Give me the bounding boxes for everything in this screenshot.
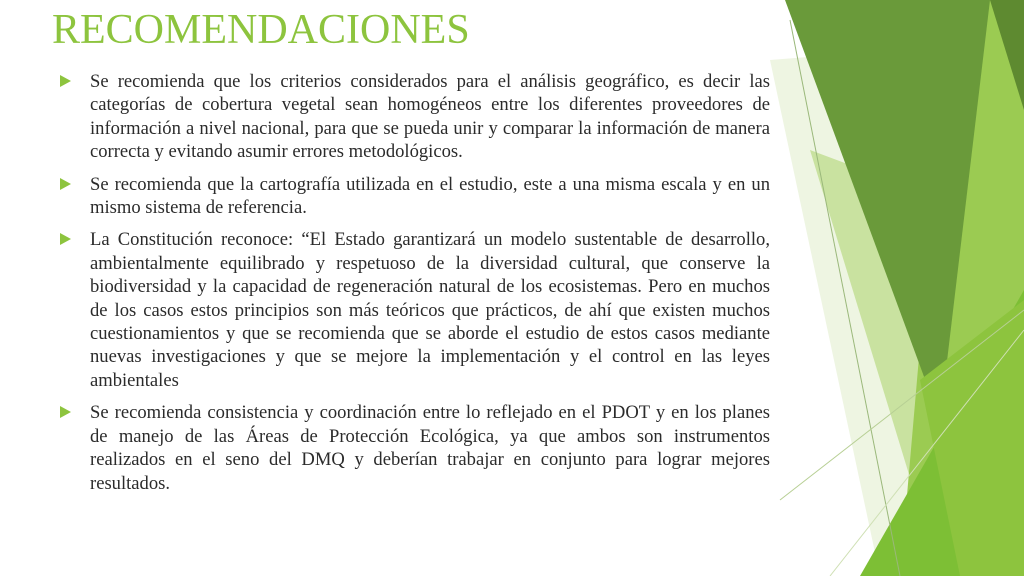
bullet-text: Se recomienda que la cartografía utilizada en el estudio, este a una misma escala y en un mismo sistema de referencia.: [90, 173, 770, 219]
bullet-text: La Constitución reconoce: “El Estado garantizará un modelo sustentable de desarrollo, ambientalmente equilibrado y respetuoso de la diversidad cultural, que conserve la biodiversidad y la capacidad de regeneración natural de los ecosistemas. Pero en muchos de los casos estos principios son más teóricos que prácticos, de ahí que existen muchos cuestionamientos y que se recomienda que se aborde el estudio de estos casos mediante nuevas investigaciones y que se mejore la implementación y el control en las leyes ambientales: [90, 229, 770, 391]
bullet-text: Se recomienda consistencia y coordinación entre lo reflejado en el PDOT y en los planes de manejo de las Áreas de Protección Ecológica, ya que ambos son instrumentos realizados en el seno del DMQ y deberían trabajar en conjunto para lograr mejores resultados.: [90, 402, 770, 494]
arrow-bullet-icon: [60, 178, 71, 190]
arrow-bullet-icon: [60, 233, 71, 245]
bullet-item: [58, 70, 770, 164]
bullet-text: Se recomienda que los criterios considerados para el análisis geográfico, es decir las categorías de cobertura vegetal sean homogéneos entre los diferentes proveedores de información a nivel nacional, para que se pueda unir y comparar la información de manera correcta y evitando asumir errores metodológicos.: [90, 71, 770, 163]
slide-title: RECOMENDACIONES: [52, 7, 470, 53]
bullet-item: [58, 173, 770, 220]
bullet-item: [58, 228, 770, 392]
bullet-item: [58, 401, 770, 495]
bullet-list: [58, 70, 770, 504]
arrow-bullet-icon: [60, 406, 71, 418]
arrow-bullet-icon: [60, 75, 71, 87]
